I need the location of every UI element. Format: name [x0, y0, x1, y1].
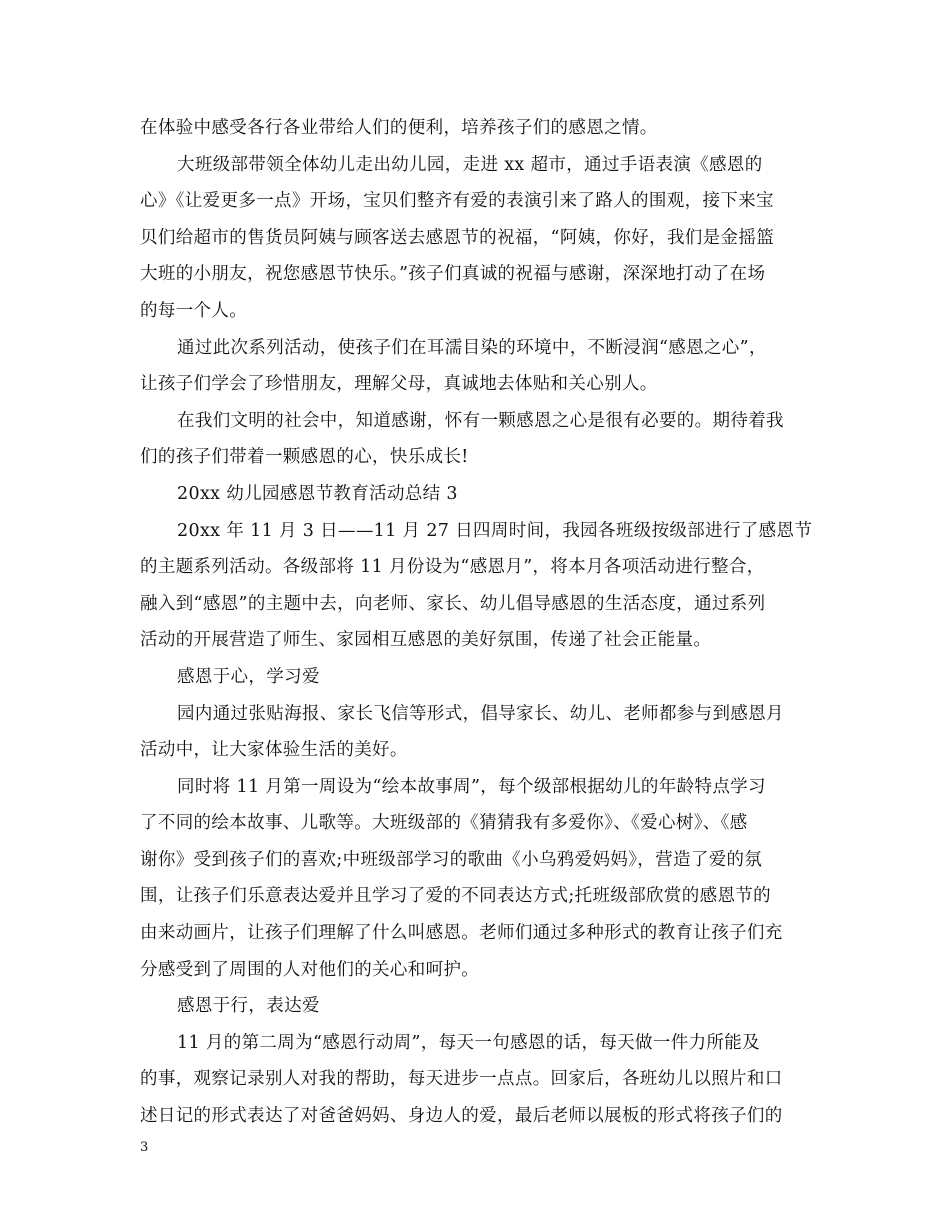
text-line: 融入到“感恩”的主题中去，向老师、家长、幼儿倡导感恩的生活态度，通过系列	[140, 593, 766, 614]
text-line: 述日记的形式表达了对爸爸妈妈、身边人的爱，最后老师以展板的形式将孩子们的	[140, 1106, 783, 1127]
paragraph-start-line: 大班级部带领全体幼儿走出幼儿园，走进 xx 超市，通过手语表演《感恩的	[177, 154, 763, 175]
document-body	[140, 110, 813, 1135]
subheading: 感恩于心，学习爱	[177, 666, 320, 687]
text-line: 谢你》受到孩子们的喜欢;中班级部学习的歌曲《小乌鸦爱妈妈》，营造了爱的氛	[140, 849, 763, 870]
text-line: 们的孩子们带着一颗感恩的心，快乐成长!	[140, 447, 469, 468]
text-line: 的事，观察记录别人对我的帮助，每天进步一点点。回家后，各班幼儿以照片和口	[140, 1069, 783, 1090]
paragraph-start-line: 同时将 11 月第一周设为“绘本故事周”，每个级部根据幼儿的年龄特点学习	[177, 776, 766, 797]
text-line: 在体验中感受各行各业带给人们的便利，培养孩子们的感恩之情。	[140, 118, 658, 138]
text-line: 让孩子们学会了珍惜朋友，理解父母，真诚地去体贴和关心别人。	[140, 374, 658, 395]
text-line: 的每一个人。	[140, 300, 248, 321]
paragraph-start-line: 20xx 年 11 月 3 日——11 月 27 日四周时间，我园各班级按级部进行了感恩节	[177, 520, 813, 541]
text-line: 围，让孩子们乐意表达爱并且学习了爱的不同表达方式;托班级部欣赏的感恩节的	[140, 886, 771, 907]
text-line: 活动中，让大家体验生活的美好。	[140, 740, 408, 761]
subheading: 感恩于行，表达爱	[177, 996, 320, 1017]
paragraph-start-line: 11 月的第二周为“感恩行动周”，每天一句感恩的话，每天做一件力所能及	[177, 1032, 760, 1053]
text-line: 活动的开展营造了师生、家园相互感恩的美好氛围，传递了社会正能量。	[140, 630, 712, 651]
paragraph-start-line: 园内通过张贴海报、家长飞信等形式，倡导家长、幼儿、老师都参与到感恩月	[177, 703, 784, 724]
text-line: 的主题系列活动。各级部将 11 月份设为“感恩月”，将本月各项活动进行整合，	[140, 557, 765, 578]
paragraph-start-line: 在我们文明的社会中，知道感谢，怀有一颗感恩之心是很有必要的。期待着我	[177, 410, 784, 431]
text-line: 了不同的绘本故事、儿歌等。大班级部的《猜猜我有多爱你》、《爱心树》、《感	[140, 813, 748, 834]
paragraph-start-line: 通过此次系列活动，使孩子们在耳濡目染的环境中，不断浸润“感恩之心”，	[177, 337, 767, 358]
text-line: 贝们给超市的售货员阿姨与顾客送去感恩节的祝福，“阿姨，你好，我们是金摇篮	[140, 227, 775, 248]
text-line: 由来动画片，让孩子们理解了什么叫感恩。老师们通过多种形式的教育让孩子们充	[140, 923, 783, 944]
text-line: 分感受到了周围的人对他们的关心和呵护。	[140, 959, 480, 980]
page-number: 3	[140, 1140, 149, 1155]
section-title: 20xx 幼儿园感恩节教育活动总结 3	[177, 483, 458, 504]
text-line: 心》《让爱更多一点》开场，宝贝们整齐有爱的表演引来了路人的围观，接下来宝	[140, 191, 774, 212]
text-line: 大班的小朋友，祝您感恩节快乐。”孩子们真诚的祝福与感谢，深深地打动了在场	[140, 264, 766, 285]
